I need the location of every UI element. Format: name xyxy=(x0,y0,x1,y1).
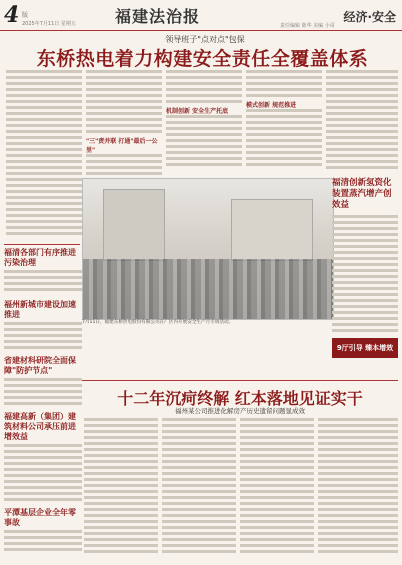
sidebar-story-2-title: 福州新城市建设加速推进 xyxy=(4,300,76,319)
second-body-col3 xyxy=(240,418,314,558)
right-stamp: 9厅引导 臻本增效 xyxy=(332,338,398,358)
sidebar xyxy=(4,248,82,554)
main-body-col1 xyxy=(6,70,82,240)
page-header xyxy=(0,0,402,31)
second-subtitle: 福州某公司推进化解房产历史遗留问题显成效 xyxy=(175,407,305,415)
second-body-col2 xyxy=(162,418,236,558)
photo-caption: 7月11日，福建东桥热电股份有限公司在厂区内开展安全生产月专项活动。 xyxy=(82,320,234,325)
right-story xyxy=(332,178,398,335)
main-headline: 东桥热电着力构建安全责任全覆盖体系 xyxy=(36,48,369,70)
sidebar-divider xyxy=(4,244,80,245)
masthead: 福建法治报 xyxy=(115,7,201,26)
sidebar-story-5-title: 平潭基层企业全年零事故 xyxy=(4,508,76,527)
main-body-col4 xyxy=(246,70,322,175)
main-body-col3 xyxy=(166,70,242,175)
main-body-col5 xyxy=(326,70,398,175)
subhead-3: 模式创新 规范推进 xyxy=(246,101,297,109)
subhead-2: 机制创新 安全生产托底 xyxy=(166,107,229,115)
page-number: 4 xyxy=(4,2,20,28)
sidebar-story-3-title: 省建材科研院全面保障"防护节点" xyxy=(4,356,76,375)
date-line: 2025年7月11日 星期五 xyxy=(22,21,76,27)
sidebar-story-1-title: 福清各部门有序推进污染治理 xyxy=(4,248,76,267)
second-headline: 十二年沉疴终解 红本落地见证实干 xyxy=(117,389,363,408)
editor-line: 责任编辑 陈华 美编 小哥 xyxy=(280,23,335,29)
main-body-col2 xyxy=(86,70,162,175)
right-story-title: 福清创新氢资化装置蒸汽增产创效益 xyxy=(332,178,392,210)
sidebar-story-4-title: 福建高新（集团）建筑材料公司承压前进增效益 xyxy=(4,412,76,441)
main-photo xyxy=(82,178,334,320)
section-title: 经济·安全 xyxy=(343,10,396,24)
page-label: 版 xyxy=(22,12,29,19)
second-story-divider xyxy=(82,380,398,381)
main-kicker: 领导班子"点对点"包保 xyxy=(165,35,245,44)
subhead-1: "三"责并联 打通"最后一公里" xyxy=(86,137,158,154)
second-body-col1 xyxy=(84,418,158,558)
second-body-col4 xyxy=(318,418,398,558)
